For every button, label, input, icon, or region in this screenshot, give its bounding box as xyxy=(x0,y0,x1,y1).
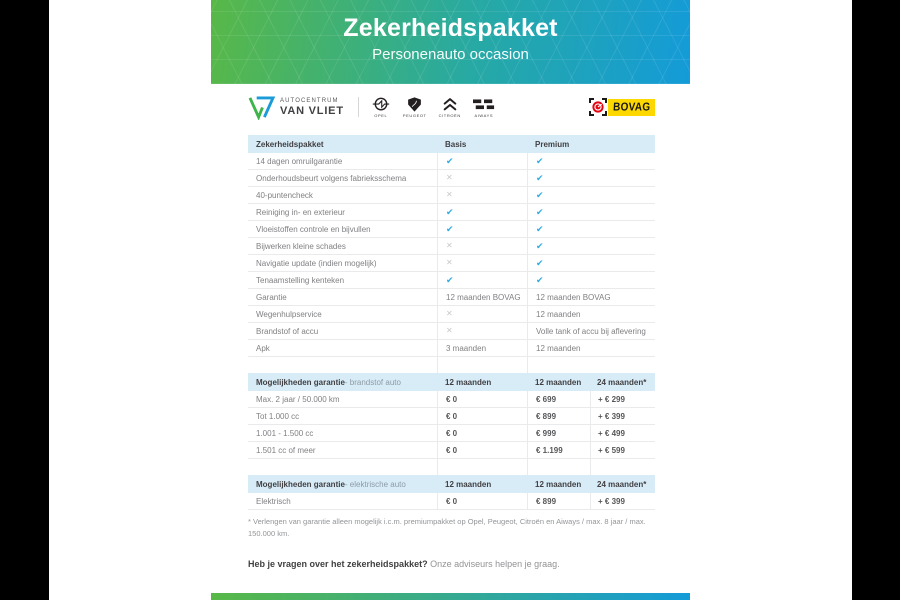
fuel-table-header xyxy=(248,373,655,391)
brand-logos xyxy=(371,97,495,118)
row-value xyxy=(527,204,655,220)
table-row xyxy=(248,255,655,272)
cross-icon: ✕ xyxy=(446,326,453,335)
table-row xyxy=(248,289,655,306)
row-label: Elektrisch xyxy=(256,496,291,506)
bovag-icon xyxy=(589,98,607,116)
footer-question xyxy=(248,559,560,569)
row-label: Vloeistoffen controle en bijvullen xyxy=(256,224,371,234)
column-header: 24 maanden* xyxy=(597,377,647,387)
table-row xyxy=(248,408,655,425)
peugeot-icon xyxy=(407,97,422,112)
check-icon: ✔ xyxy=(446,155,454,166)
left-pillarbox-bar xyxy=(0,0,49,600)
citroen-icon xyxy=(442,97,458,112)
row-label: Navigatie update (indien mogelijk) xyxy=(256,258,377,268)
table-gap xyxy=(248,357,655,373)
table-row xyxy=(248,323,655,340)
row-value xyxy=(437,306,527,322)
footer-question-bold: Heb je vragen over het zekerheidspakket? xyxy=(248,559,428,569)
row-label: Tenaamstelling kenteken xyxy=(256,275,345,285)
column-header: Zekerheidspakket xyxy=(256,139,324,149)
check-icon: ✔ xyxy=(536,274,544,285)
table-row xyxy=(248,204,655,221)
bottom-gradient-bar xyxy=(211,593,690,600)
row-value: + € 399 xyxy=(590,408,655,424)
footer-question-light: Onze adviseurs helpen je graag. xyxy=(427,559,560,569)
column-header: Premium xyxy=(535,139,570,149)
electric-table-body xyxy=(248,493,655,510)
row-value: € 0 xyxy=(437,408,527,424)
check-icon: ✔ xyxy=(536,257,544,268)
table-row xyxy=(248,306,655,323)
tables-area xyxy=(248,135,655,510)
dealer-logo xyxy=(248,95,344,120)
main-table-header xyxy=(248,135,655,153)
row-value xyxy=(437,170,527,186)
right-pillarbox-bar xyxy=(852,0,900,600)
row-label: 1.501 cc of meer xyxy=(256,445,316,455)
row-value xyxy=(527,272,655,288)
row-label: Wegenhulpservice xyxy=(256,309,322,319)
row-value: € 0 xyxy=(437,442,527,458)
column-header: Basis xyxy=(445,139,467,149)
brand-caption: OPEL xyxy=(374,112,388,118)
row-value: € 699 xyxy=(527,391,590,407)
row-value xyxy=(437,323,527,339)
row-value: € 999 xyxy=(527,425,590,441)
table-row xyxy=(248,493,655,510)
logo-divider xyxy=(358,97,359,117)
row-value xyxy=(437,204,527,220)
row-value: € 899 xyxy=(527,493,590,509)
check-icon: ✔ xyxy=(446,206,454,217)
bovag-label: BOVAG xyxy=(612,100,651,114)
row-label: 1.001 - 1.500 cc xyxy=(256,428,314,438)
table-row xyxy=(248,238,655,255)
table-row xyxy=(248,272,655,289)
dealer-name-top: AUTOCENTRUM xyxy=(280,97,339,104)
table-row xyxy=(248,221,655,238)
check-icon: ✔ xyxy=(536,240,544,251)
electric-table-header xyxy=(248,475,655,493)
cross-icon: ✕ xyxy=(446,241,453,250)
row-value: 3 maanden xyxy=(437,340,527,356)
row-value xyxy=(527,255,655,271)
column-header: 12 maanden xyxy=(535,479,582,489)
opel-icon xyxy=(371,97,391,112)
row-value xyxy=(527,238,655,254)
page-subtitle: Personenauto occasion xyxy=(372,46,529,63)
table-gap xyxy=(248,459,655,475)
row-value xyxy=(437,221,527,237)
column-header: 12 maanden xyxy=(535,377,582,387)
row-value: + € 599 xyxy=(590,442,655,458)
bovag-logo xyxy=(589,98,655,116)
row-value: 12 maanden BOVAG xyxy=(527,289,655,305)
row-label: 40-puntencheck xyxy=(256,190,313,200)
brand-logo-aiways xyxy=(473,97,495,118)
check-icon: ✔ xyxy=(536,206,544,217)
logo-row xyxy=(248,89,655,125)
row-label: Brandstof of accu xyxy=(256,326,319,336)
section-title: Mogelijkheden garantie - brandstof auto xyxy=(256,377,401,387)
brand-logo-citroen xyxy=(439,97,461,118)
row-value: 12 maanden BOVAG xyxy=(437,289,527,305)
van-vliet-mark-icon xyxy=(248,95,275,120)
row-value xyxy=(437,272,527,288)
table-row xyxy=(248,187,655,204)
column-header: 24 maanden* xyxy=(597,479,647,489)
cross-icon: ✕ xyxy=(446,309,453,318)
brand-caption: AIWAYS xyxy=(474,112,494,118)
row-label: Apk xyxy=(256,343,270,353)
row-label: Reiniging in- en exterieur xyxy=(256,207,345,217)
footnote xyxy=(248,516,646,539)
cross-icon: ✕ xyxy=(446,190,453,199)
dealer-name xyxy=(280,98,344,117)
check-icon: ✔ xyxy=(536,189,544,200)
row-value: € 0 xyxy=(437,425,527,441)
row-value: Volle tank of accu bij aflevering xyxy=(527,323,655,339)
table-row xyxy=(248,391,655,408)
main-table-body xyxy=(248,153,655,357)
column-header: 12 maanden xyxy=(445,377,492,387)
cross-icon: ✕ xyxy=(446,173,453,182)
brand-caption: PEUGEOT xyxy=(402,112,427,118)
section-title: Mogelijkheden garantie - elektrische auto xyxy=(256,479,406,489)
row-value: + € 499 xyxy=(590,425,655,441)
aiways-icon xyxy=(473,97,495,112)
row-label: Max. 2 jaar / 50.000 km xyxy=(256,394,340,404)
row-value: € 1.199 xyxy=(527,442,590,458)
dealer-name-bottom: VAN VLIET xyxy=(280,104,344,117)
row-label: Onderhoudsbeurt volgens fabrieksschema xyxy=(256,173,407,183)
row-value: + € 399 xyxy=(590,493,655,509)
table-row xyxy=(248,340,655,357)
row-value xyxy=(527,187,655,203)
footnote-line1: * Verlengen van garantie alleen mogelijk i.c.m. premiumpakket op Opel, Peugeot, Citroën en Aiways / max. 8 jaar / max. xyxy=(248,517,646,526)
row-label: 14 dagen omruilgarantie xyxy=(256,156,343,166)
check-icon: ✔ xyxy=(446,274,454,285)
check-icon: ✔ xyxy=(536,155,544,166)
row-label: Tot 1.000 cc xyxy=(256,411,300,421)
row-value: € 0 xyxy=(437,391,527,407)
brand-logo-peugeot xyxy=(403,97,427,118)
row-value: + € 299 xyxy=(590,391,655,407)
check-icon: ✔ xyxy=(446,223,454,234)
row-value: 12 maanden xyxy=(527,306,655,322)
brand-logo-opel xyxy=(371,97,391,118)
row-value xyxy=(437,238,527,254)
table-row xyxy=(248,170,655,187)
fuel-table-body xyxy=(248,391,655,459)
row-value xyxy=(437,187,527,203)
row-label: Bijwerken kleine schades xyxy=(256,241,346,251)
table-row xyxy=(248,153,655,170)
row-value xyxy=(527,170,655,186)
header-banner xyxy=(211,0,690,84)
footnote-line2: 150.000 km. xyxy=(248,528,290,538)
row-value: € 899 xyxy=(527,408,590,424)
column-header: 12 maanden xyxy=(445,479,492,489)
check-icon: ✔ xyxy=(536,223,544,234)
page-title: Zekerheidspakket xyxy=(343,14,558,42)
row-value xyxy=(527,153,655,169)
bovag-label-box xyxy=(608,99,655,116)
check-icon: ✔ xyxy=(536,172,544,183)
row-value xyxy=(437,153,527,169)
table-row xyxy=(248,442,655,459)
row-value xyxy=(527,221,655,237)
brand-caption: CITROËN xyxy=(438,112,461,118)
row-label: Garantie xyxy=(256,292,287,302)
row-value xyxy=(437,255,527,271)
row-value: 12 maanden xyxy=(527,340,655,356)
cross-icon: ✕ xyxy=(446,258,453,267)
row-value: € 0 xyxy=(437,493,527,509)
table-row xyxy=(248,425,655,442)
